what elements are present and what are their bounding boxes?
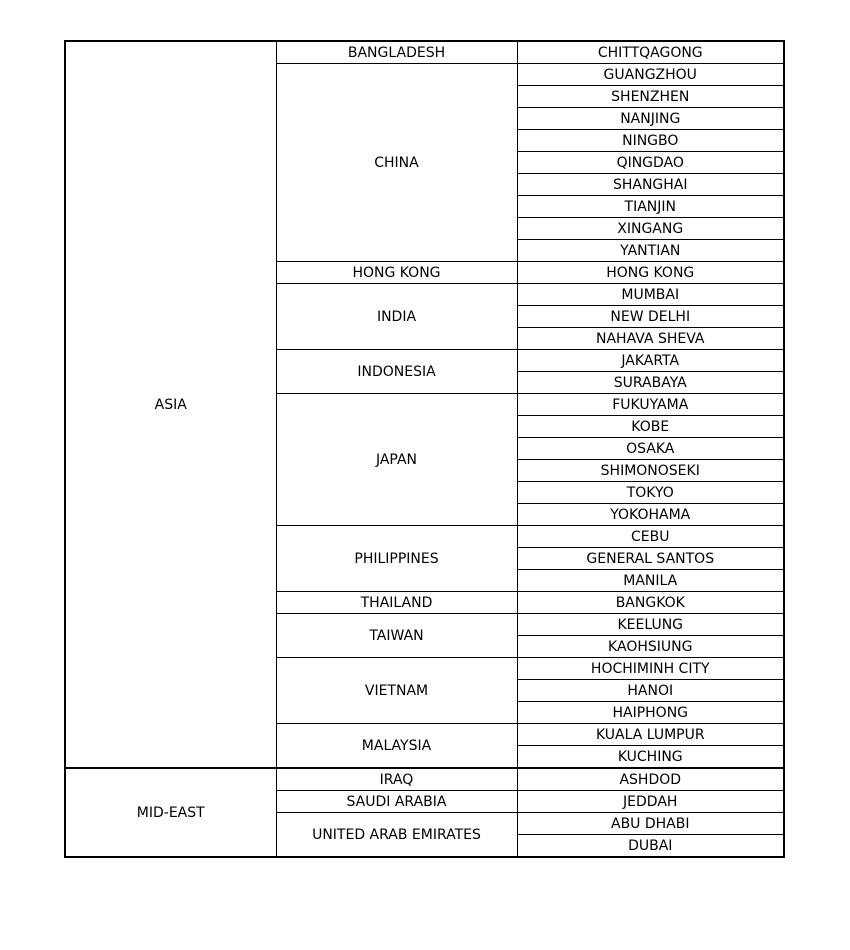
port-cell: ABU DHABI	[517, 813, 784, 835]
country-cell: JAPAN	[276, 394, 517, 526]
country-cell: VIETNAM	[276, 658, 517, 724]
ports-table-body	[65, 41, 784, 857]
region-cell: ASIA	[65, 41, 276, 768]
port-cell: OSAKA	[517, 438, 784, 460]
port-cell: DUBAI	[517, 835, 784, 858]
country-cell: TAIWAN	[276, 614, 517, 658]
port-cell: JAKARTA	[517, 350, 784, 372]
port-cell: SURABAYA	[517, 372, 784, 394]
port-cell: TOKYO	[517, 482, 784, 504]
port-cell: HAIPHONG	[517, 702, 784, 724]
port-cell: NINGBO	[517, 130, 784, 152]
port-cell: CEBU	[517, 526, 784, 548]
port-cell: YANTIAN	[517, 240, 784, 262]
country-cell: UNITED ARAB EMIRATES	[276, 813, 517, 858]
port-cell: XINGANG	[517, 218, 784, 240]
country-cell: SAUDI ARABIA	[276, 791, 517, 813]
port-cell: YOKOHAMA	[517, 504, 784, 526]
country-cell: PHILIPPINES	[276, 526, 517, 592]
port-cell: HONG KONG	[517, 262, 784, 284]
country-cell: BANGLADESH	[276, 41, 517, 64]
port-cell: NANJING	[517, 108, 784, 130]
ports-table	[64, 40, 785, 858]
port-cell: FUKUYAMA	[517, 394, 784, 416]
port-cell: CHITTQAGONG	[517, 41, 784, 64]
port-cell: NEW DELHI	[517, 306, 784, 328]
port-cell: SHENZHEN	[517, 86, 784, 108]
port-cell: HOCHIMINH CITY	[517, 658, 784, 680]
port-cell: MUMBAI	[517, 284, 784, 306]
port-cell: MANILA	[517, 570, 784, 592]
country-cell: HONG KONG	[276, 262, 517, 284]
country-cell: CHINA	[276, 64, 517, 262]
table-row	[65, 41, 784, 64]
port-cell: KEELUNG	[517, 614, 784, 636]
port-cell: GENERAL SANTOS	[517, 548, 784, 570]
port-cell: KOBE	[517, 416, 784, 438]
country-cell: INDONESIA	[276, 350, 517, 394]
port-cell: GUANGZHOU	[517, 64, 784, 86]
port-cell: JEDDAH	[517, 791, 784, 813]
country-cell: IRAQ	[276, 768, 517, 791]
port-cell: ASHDOD	[517, 768, 784, 791]
region-cell: MID-EAST	[65, 768, 276, 857]
port-cell: KUCHING	[517, 746, 784, 769]
country-cell: INDIA	[276, 284, 517, 350]
port-cell: QINGDAO	[517, 152, 784, 174]
port-cell: SHIMONOSEKI	[517, 460, 784, 482]
port-cell: TIANJIN	[517, 196, 784, 218]
port-cell: SHANGHAI	[517, 174, 784, 196]
country-cell: THAILAND	[276, 592, 517, 614]
port-cell: HANOI	[517, 680, 784, 702]
port-cell: KAOHSIUNG	[517, 636, 784, 658]
table-row	[65, 768, 784, 791]
port-cell: BANGKOK	[517, 592, 784, 614]
port-cell: KUALA LUMPUR	[517, 724, 784, 746]
country-cell: MALAYSIA	[276, 724, 517, 769]
port-cell: NAHAVA SHEVA	[517, 328, 784, 350]
